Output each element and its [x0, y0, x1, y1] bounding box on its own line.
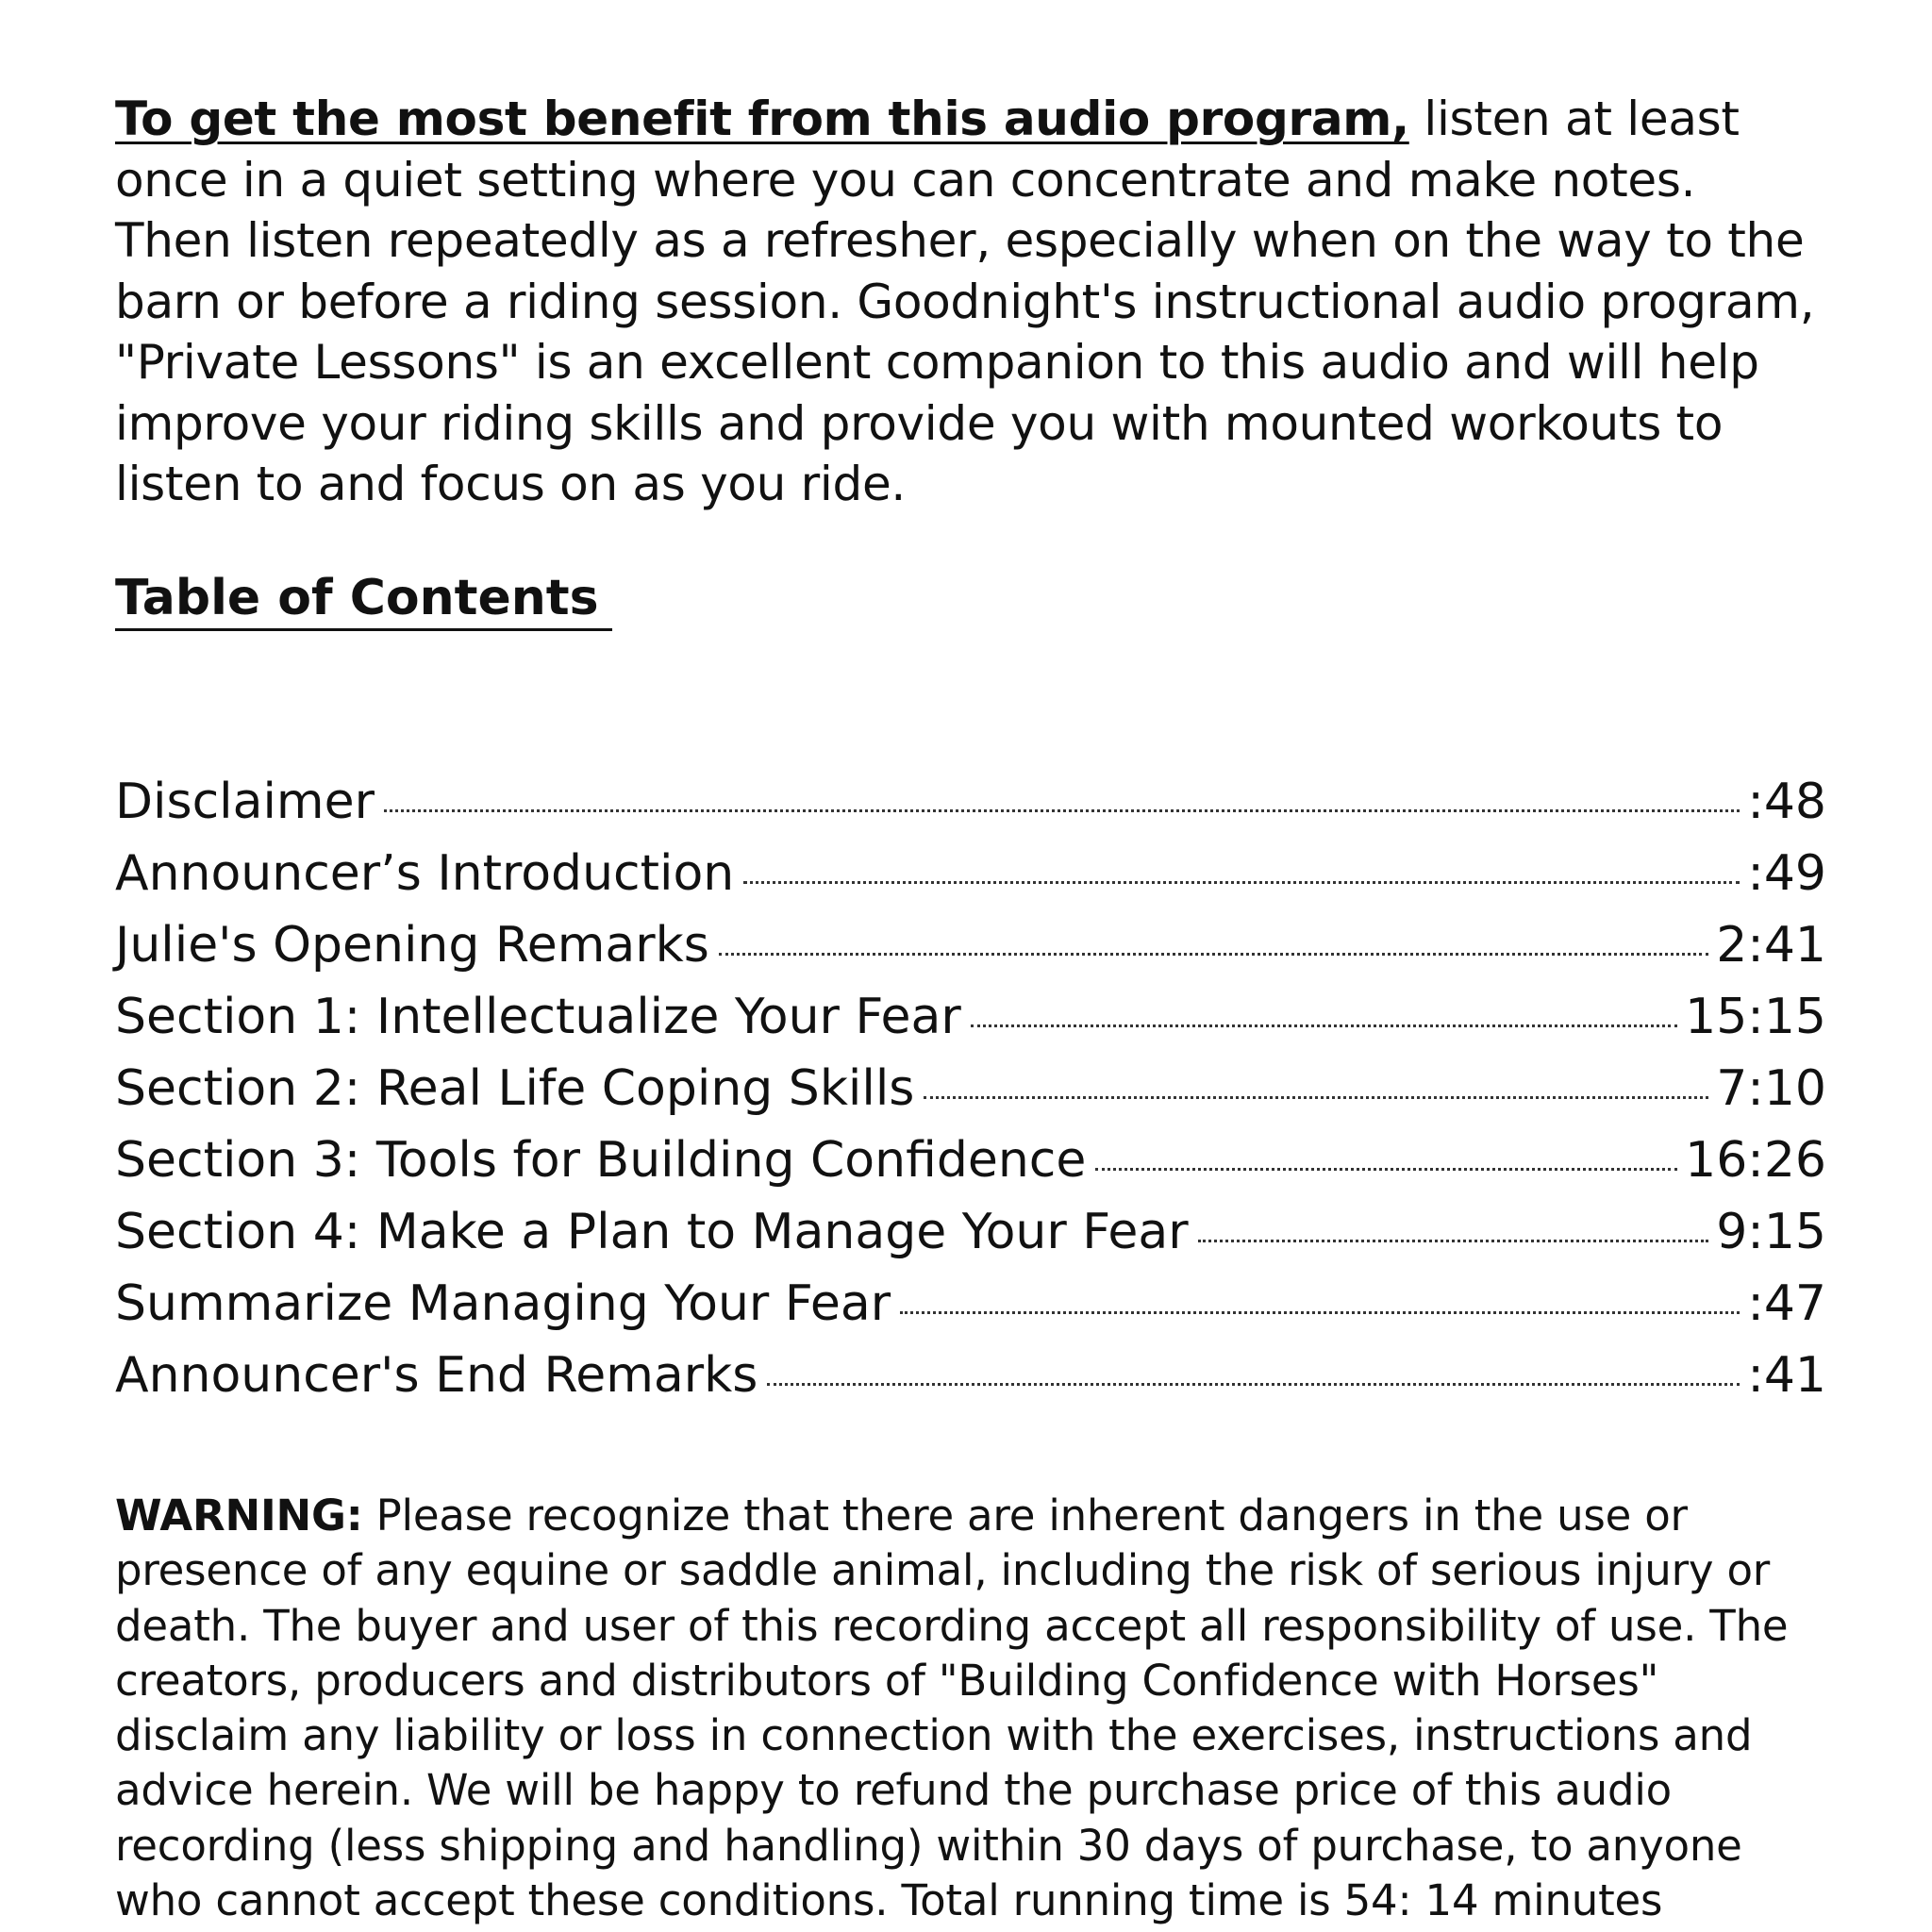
- toc-entry-label: Section 1: Intellectualize Your Fear: [115, 989, 961, 1045]
- toc-entry: [115, 1124, 1826, 1196]
- toc-dot-leader: [1095, 1168, 1677, 1171]
- intro-lead: To get the most benefit from this audio program,: [115, 92, 1409, 146]
- toc-dot-leader: [384, 809, 1740, 812]
- toc-entry-time: :48: [1747, 774, 1826, 830]
- toc-title: Table of Contents: [115, 568, 612, 631]
- toc-dot-leader: [719, 953, 1708, 956]
- toc-entry-label: Section 2: Real Life Coping Skills: [115, 1060, 915, 1117]
- toc-entry-time: 15:15: [1685, 989, 1826, 1045]
- toc-entry-label: Section 4: Make a Plan to Manage Your Fear: [115, 1204, 1189, 1260]
- warning-paragraph: [115, 1489, 1826, 1928]
- toc-entry-label: Julie's Opening Remarks: [115, 917, 709, 974]
- toc-dot-leader: [971, 1024, 1677, 1027]
- toc-entry-time: 16:26: [1685, 1132, 1826, 1189]
- intro-paragraph: [115, 89, 1826, 515]
- toc-entry-label: Summarize Managing Your Fear: [115, 1275, 891, 1332]
- toc-entry-label: Announcer’s Introduction: [115, 845, 735, 902]
- toc-entry-time: :47: [1747, 1275, 1826, 1332]
- toc-entry-time: :41: [1747, 1347, 1826, 1404]
- toc-entry: [115, 981, 1826, 1053]
- toc-entry-time: 9:15: [1716, 1204, 1826, 1260]
- warning-label: WARNING:: [115, 1491, 363, 1541]
- toc-dot-leader: [1198, 1240, 1709, 1242]
- toc-entry-time: 7:10: [1716, 1060, 1826, 1117]
- toc-entry: [115, 1196, 1826, 1268]
- warning-text: Please recognize that there are inherent dangers in the use or presence of any equine or saddle animal, including the risk of serious injury or death. The buyer and user of this recording accept all responsibility of use. The creators, producers and distributors of "Building Confidence with Horses" disclaim any liability or loss in connection with the exercises, instructions and advice herein. We will be happy to refund the purchase price of this audio recording (less shipping and handling) within 30 days of purchase, to anyone who cannot accept these conditions. Total running time is 54: 14 minutes: [115, 1491, 1789, 1926]
- toc-entry-time: 2:41: [1716, 917, 1826, 974]
- toc-dot-leader: [767, 1383, 1740, 1386]
- toc-entry: [115, 909, 1826, 981]
- document-page: [115, 89, 1826, 1926]
- toc-entry: [115, 1053, 1826, 1124]
- toc-entry: [115, 1268, 1826, 1340]
- toc-dot-leader: [743, 881, 1740, 884]
- toc-entry: [115, 766, 1826, 838]
- toc-entry: [115, 1340, 1826, 1411]
- toc-entry-time: :49: [1747, 845, 1826, 902]
- table-of-contents: [115, 766, 1826, 1411]
- toc-entry-label: Announcer's End Remarks: [115, 1347, 758, 1404]
- toc-dot-leader: [924, 1096, 1708, 1099]
- toc-entry: [115, 838, 1826, 909]
- toc-dot-leader: [900, 1311, 1740, 1314]
- toc-entry-label: Section 3: Tools for Building Confidence: [115, 1132, 1087, 1189]
- toc-entry-label: Disclaimer: [115, 774, 375, 830]
- intro-text: listen at least once in a quiet setting where you can concentrate and make notes. Then listen repeatedly as a refresher, especially when on the way to the barn or before a riding session. Goodnight's instructional audio program, "Private Lessons" is an excellent companion to this audio and will help improve your riding skills and provide you with mounted workouts to listen to and focus on as you ride.: [115, 92, 1815, 511]
